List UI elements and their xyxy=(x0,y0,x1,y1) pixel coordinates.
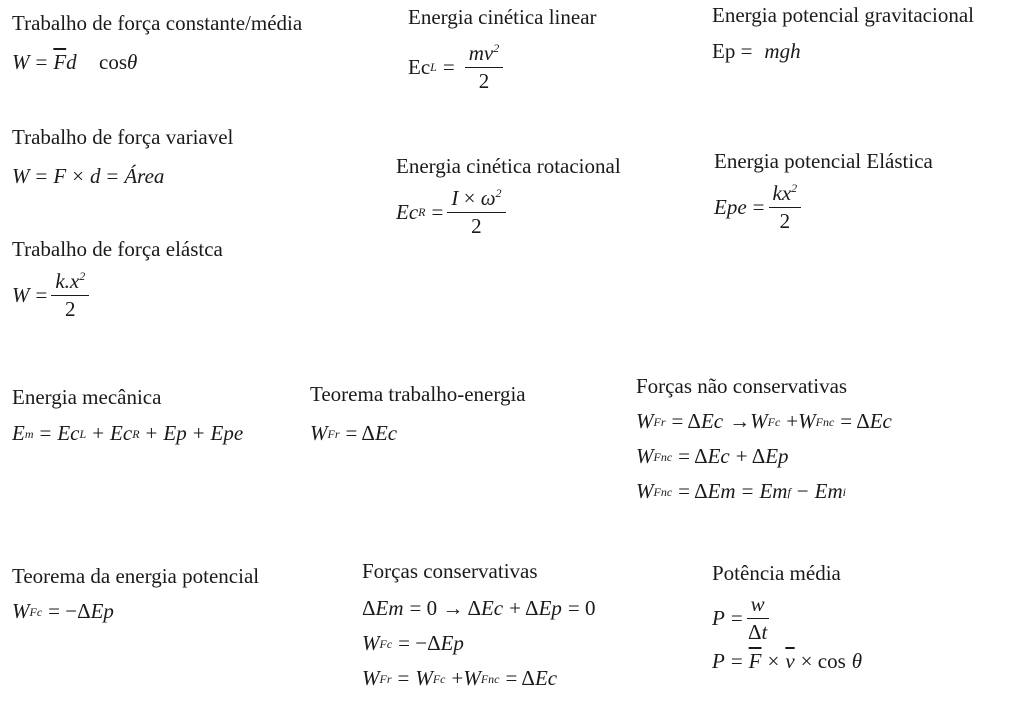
formula-forcas-nc-1: W Fr = Δ Ec → W Fc + W Fnc = Δ Ec xyxy=(636,409,892,433)
formula-potencia-2: P = $\overline{F}$ × $\overline{v}$ × cos θ xyxy=(712,649,863,673)
section-title: Energia potencial gravitacional xyxy=(712,3,974,27)
section-ep-elastica xyxy=(714,151,933,232)
formula-teorema-te: W Fr = Δ Ec xyxy=(310,421,398,445)
section-title: Energia potencial Elástica xyxy=(714,149,933,173)
section-energia-mecanica xyxy=(12,387,243,444)
section-title: Teorema da energia potencial xyxy=(12,564,260,588)
section-forcas-nc xyxy=(636,376,892,502)
section-teorema-ep xyxy=(12,566,259,622)
formula-ec-linear: Ec L = $\frac{mv^2}{2}$ xyxy=(408,42,597,92)
section-trabalho-elastica xyxy=(12,239,223,320)
formula-ep-grav: Ep = mgh xyxy=(712,39,801,63)
formula-trabalho-elastica: W = $\frac{k.x^2}{2}$ xyxy=(12,270,223,320)
section-forcas-c xyxy=(362,561,596,689)
formula-forcas-c-3: W Fr = W Fc + W Fnc = Δ Ec xyxy=(362,666,558,690)
section-potencia xyxy=(712,563,862,672)
formula-forcas-nc-2: W Fnc = Δ Ec + Δ Ep xyxy=(636,444,789,468)
formula-energia-mecanica: E m = Ec L + Ec R + Ep + Epe xyxy=(12,421,244,445)
section-trabalho-constante xyxy=(12,13,302,73)
section-trabalho-variavel xyxy=(12,127,233,187)
formula-teorema-ep: W Fc = −Δ Ep xyxy=(12,599,114,623)
formula-forcas-nc-3: W Fnc = Δ Em = Em f − Em i xyxy=(636,479,846,503)
section-title: Forças conservativas xyxy=(362,559,538,583)
section-ec-rot xyxy=(396,156,621,237)
formula-forcas-c-2: W Fc = −Δ Ep xyxy=(362,631,464,655)
section-title: Energia mecânica xyxy=(12,385,162,409)
section-title: Trabalho de força variavel xyxy=(12,125,234,149)
formula-ep-elastica: Epe = $\frac{kx^2}{2}$ xyxy=(714,182,933,232)
formula-ec-rot: Ec R = $\frac{I \times \omega^2}{2}$ xyxy=(396,187,621,237)
section-title: Forças não conservativas xyxy=(636,374,848,398)
section-title: Teorema trabalho-energia xyxy=(310,382,526,406)
formula-potencia-1: P = $\frac{w}{\Delta t}$ xyxy=(712,592,768,644)
section-ep-grav xyxy=(712,5,974,62)
section-title: Energia cinética linear xyxy=(408,5,597,29)
section-title: Trabalho de força elástca xyxy=(12,237,223,261)
section-ec-linear xyxy=(408,7,597,92)
section-title: Potência média xyxy=(712,561,841,585)
section-title: Energia cinética rotacional xyxy=(396,154,621,178)
section-title: Trabalho de força constante/média xyxy=(12,11,303,35)
section-teorema-te xyxy=(310,384,526,444)
formula-trabalho-constante: W = $\overline{F}$ d⃗ cos θ xyxy=(12,50,138,74)
formula-trabalho-variavel: W = F × d = Área xyxy=(12,164,165,188)
formula-forcas-c-1: Δ Em = 0 → Δ Ec + Δ Ep = 0 xyxy=(362,596,596,620)
